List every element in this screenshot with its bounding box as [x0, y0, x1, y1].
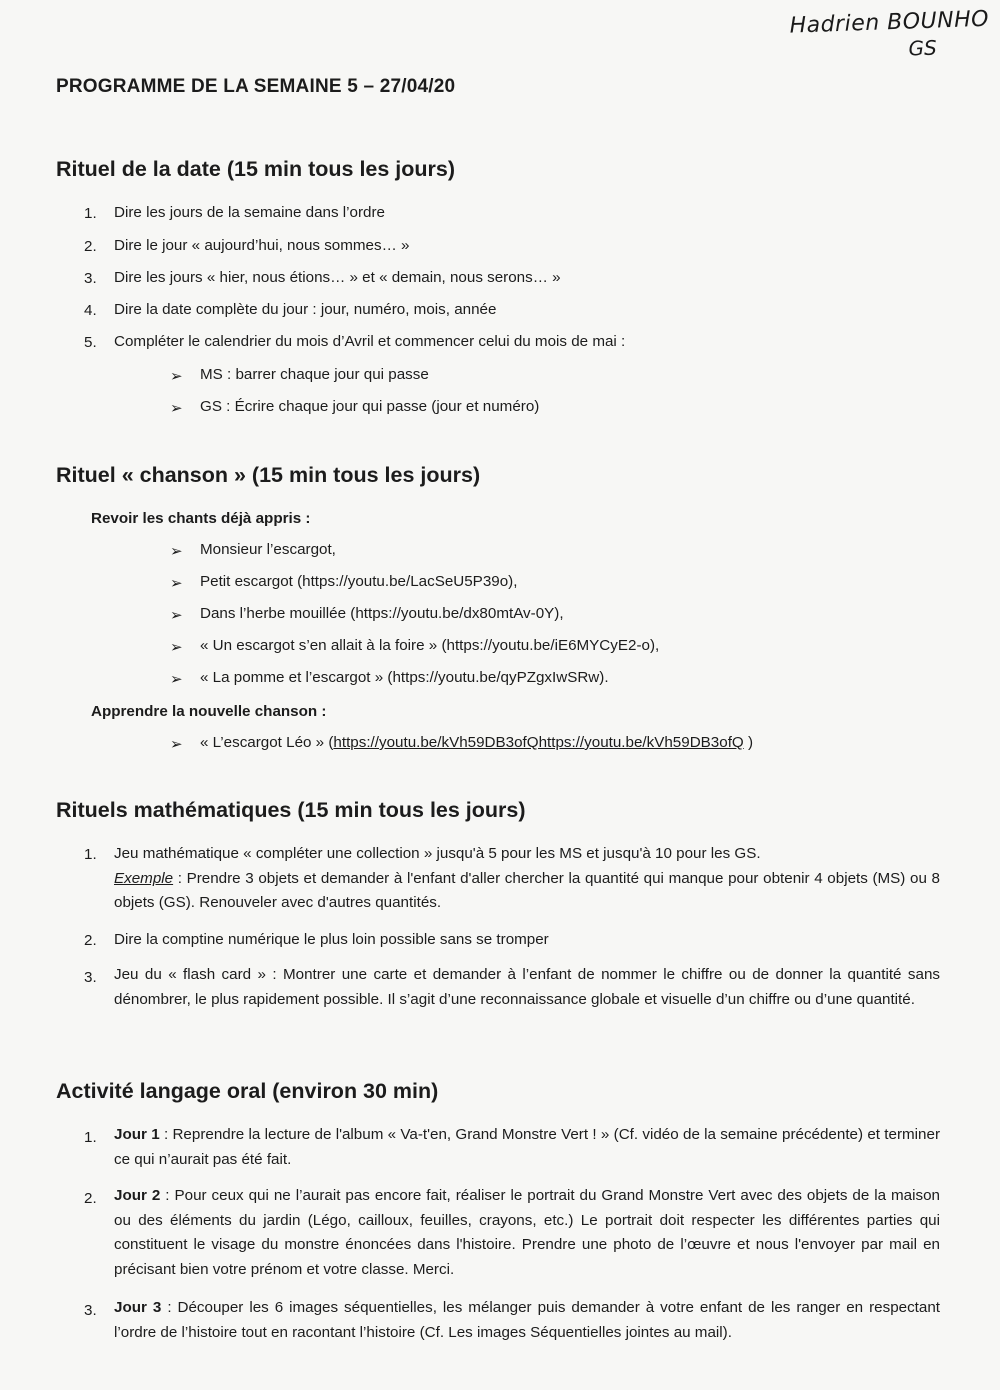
math-item-flash-card: Jeu du « flash card » : Montrer une carte et demander à l’enfant de nommer le chiffre ou de donner la quantité sans dénombrer, le plus rapidement possible. Il s’agit d’une reconnaissance globale et visuelle d’un chiffre ou d’une quantité. [114, 966, 940, 1008]
day3-activity [114, 1296, 940, 1345]
list-item: Dire le jour « aujourd’hui, nous sommes… » [114, 237, 410, 254]
list-number: 1. [84, 1129, 97, 1146]
math-item-line: Jeu mathématique « compléter une collection » jusqu'à 5 pour les MS et jusqu'à 10 pour les GS. [114, 845, 761, 862]
arrow-bullet-icon: ➢ [170, 639, 183, 656]
bullet-item: GS : Écrire chaque jour qui passe (jour et numéro) [200, 398, 540, 415]
arrow-bullet-icon: ➢ [170, 400, 183, 417]
list-item: Compléter le calendrier du mois d’Avril et commencer celui du mois de mai : [114, 333, 626, 350]
bullet-item: MS : barrer chaque jour qui passe [200, 366, 429, 383]
list-number: 4. [84, 302, 97, 319]
new-song-title: « L’escargot Léo » ( [200, 734, 334, 751]
list-number: 2. [84, 932, 97, 949]
math-ritual-heading: Rituels mathématiques (15 min tous les jours) [56, 798, 526, 822]
list-number: 3. [84, 969, 97, 986]
day3-text: : Découper les 6 images séquentielles, les mélanger puis demander à votre enfant de les ranger en respectant l’ordre de l’histoire tout en racontant l’histoire (Cf. Les images Séquentielles jointes au mail). [114, 1299, 941, 1341]
day1-label: Jour 1 [114, 1126, 160, 1143]
new-song-link[interactable]: https://youtu.be/kVh59DB3ofQhttps://youtu.be/kVh59DB3ofQ [333, 734, 744, 751]
list-number: 3. [84, 270, 97, 287]
list-number: 5. [84, 334, 97, 351]
day1-activity [114, 1123, 940, 1172]
arrow-bullet-icon: ➢ [170, 575, 183, 592]
day1-text: : Reprendre la lecture de l'album « Va-t'en, Grand Monstre Vert ! » (Cf. vidéo de la semaine précédente) et terminer ce qui n’aurait pas été fait. [114, 1126, 941, 1168]
list-number: 1. [84, 846, 97, 863]
arrow-bullet-icon: ➢ [170, 543, 183, 560]
day2-label: Jour 2 [114, 1187, 161, 1204]
arrow-bullet-icon: ➢ [170, 736, 183, 753]
language-activity-heading: Activité langage oral (environ 30 min) [56, 1079, 439, 1103]
example-label: Exemple [114, 869, 174, 887]
list-number: 2. [84, 238, 97, 255]
song-item: « La pomme et l’escargot » (https://youtu.be/qyPZgxIwSRw). [200, 669, 609, 686]
list-item: Dire les jours « hier, nous étions… » et « demain, nous serons… » [114, 269, 561, 286]
list-number: 2. [84, 1190, 97, 1207]
song-ritual-heading: Rituel « chanson » (15 min tous les jours) [56, 463, 481, 487]
song-item: « Un escargot s’en allait à la foire » (https://youtu.be/iE6MYCyE2-o), [200, 637, 660, 654]
handwritten-student-name: Hadrien BOUNHO [789, 6, 990, 39]
math-item-collection-game [114, 842, 940, 916]
list-number: 3. [84, 1302, 97, 1319]
handwritten-class: GS [908, 35, 938, 61]
arrow-bullet-icon: ➢ [170, 607, 183, 624]
document-title: PROGRAMME DE LA SEMAINE 5 – 27/04/20 [56, 76, 456, 97]
list-item: Dire la date complète du jour : jour, numéro, mois, année [114, 301, 497, 318]
day2-activity [114, 1184, 940, 1282]
review-songs-label: Revoir les chants déjà appris : [91, 510, 311, 527]
arrow-bullet-icon: ➢ [170, 671, 183, 688]
day3-label: Jour 3 [114, 1299, 162, 1316]
date-ritual-heading: Rituel de la date (15 min tous les jours) [56, 157, 456, 181]
math-item-example [114, 867, 940, 916]
song-item: Dans l’herbe mouillée (https://youtu.be/dx80mtAv-0Y), [200, 605, 564, 622]
song-item: Monsieur l’escargot, [200, 541, 336, 558]
handwritten-annotation [789, 6, 1000, 64]
song-item: Petit escargot (https://youtu.be/LacSeU5P39o), [200, 573, 518, 590]
list-item: Dire les jours de la semaine dans l’ordre [114, 204, 385, 221]
math-item-counting-rhyme: Dire la comptine numérique le plus loin possible sans se tromper [114, 931, 549, 948]
list-number: 1. [84, 205, 97, 222]
example-text: : Prendre 3 objets et demander à l'enfant d'aller chercher la quantité qui manque pour obtenir 4 objets (MS) ou 8 objets (GS). Renouveler avec d'autres quantités. [114, 869, 940, 911]
new-song-item [200, 734, 753, 751]
arrow-bullet-icon: ➢ [170, 368, 183, 385]
new-song-suffix: ) [743, 734, 754, 751]
new-song-label: Apprendre la nouvelle chanson : [91, 703, 327, 720]
day2-text: : Pour ceux qui ne l’aurait pas encore fait, réaliser le portrait du Grand Monstre Vert avec des objets de la maison ou des éléments du jardin (Légo, cailloux, feuilles, crayons, etc.) Le portrait doit respecter les différentes parties qui constituent le visage du monstre énoncées dans l'histoire. Prendre une photo de l’œuvre et nous l'envoyer par mail en précisant bien votre prénom et votre classe. Merci. [114, 1187, 940, 1278]
